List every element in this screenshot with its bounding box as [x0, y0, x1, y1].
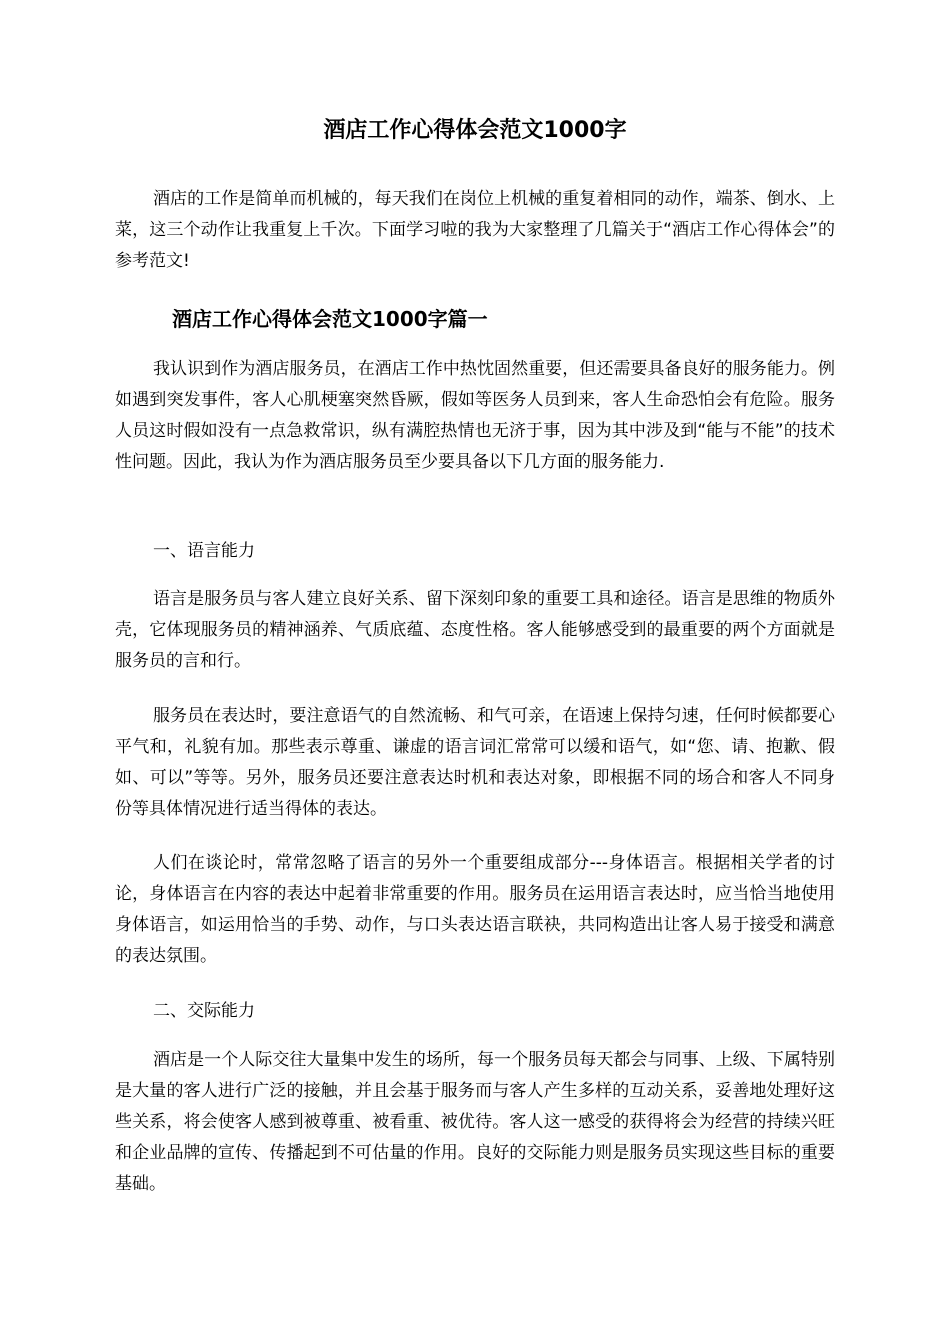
subheading-social-ability: 二、交际能力	[153, 1001, 255, 1021]
paragraph-1: 我认识到作为酒店服务员，在酒店工作中热忱固然重要，但还需要具备良好的服务能力。例如遇到突发事件，客人心肌梗塞突然昏厥，假如等医务人员到来，客人生命恐怕会有危险。服务人员这时假如没有一点急救常识，纵有满腔热情也无济于事，因为其中涉及到“能与不能”的技术性问题。因此，我认为作为酒店服务员至少要具备以下几方面的服务能力.	[115, 359, 835, 472]
subheading-language-ability: 一、语言能力	[153, 541, 255, 561]
intro-paragraph: 酒店的工作是简单而机械的，每天我们在岗位上机械的重复着相同的动作，端茶、倒水、上菜，这三个动作让我重复上千次。下面学习啦的我为大家整理了几篇关于“酒店工作心得体会”的参考范文!	[115, 189, 835, 271]
paragraph-2: 语言是服务员与客人建立良好关系、留下深刻印象的重要工具和途径。语言是思维的物质外壳，它体现服务员的精神涵养、气质底蕴、态度性格。客人能够感受到的最重要的两个方面就是服务员的言和行。	[115, 589, 835, 671]
paragraph-3: 服务员在表达时，要注意语气的自然流畅、和气可亲，在语速上保持匀速，任何时候都要心平气和，礼貌有加。那些表示尊重、谦虚的语言词汇常常可以缓和语气，如“您、请、抱歉、假如、可以”等等。另外，服务员还要注意表达时机和表达对象，即根据不同的场合和客人不同身份等具体情况进行适当得体的表达。	[115, 706, 835, 819]
section-heading: 酒店工作心得体会范文1000字篇一	[172, 307, 488, 331]
paragraph-4: 人们在谈论时，常常忽略了语言的另外一个重要组成部分---身体语言。根据相关学者的讨论，身体语言在内容的表达中起着非常重要的作用。服务员在运用语言表达时，应当恰当地使用身体语言，如运用恰当的手势、动作，与口头表达语言联袂，共同构造出让客人易于接受和满意的表达氛围。	[115, 853, 835, 966]
document-title: 酒店工作心得体会范文1000字	[323, 118, 627, 143]
paragraph-5: 酒店是一个人际交往大量集中发生的场所，每一个服务员每天都会与同事、上级、下属特别是大量的客人进行广泛的接触，并且会基于服务而与客人产生多样的互动关系，妥善地处理好这些关系，将会使客人感到被尊重、被看重、被优待。客人这一感受的获得将会为经营的持续兴旺和企业品牌的宣传、传播起到不可估量的作用。良好的交际能力则是服务员实现这些目标的重要基础。	[115, 1050, 835, 1194]
